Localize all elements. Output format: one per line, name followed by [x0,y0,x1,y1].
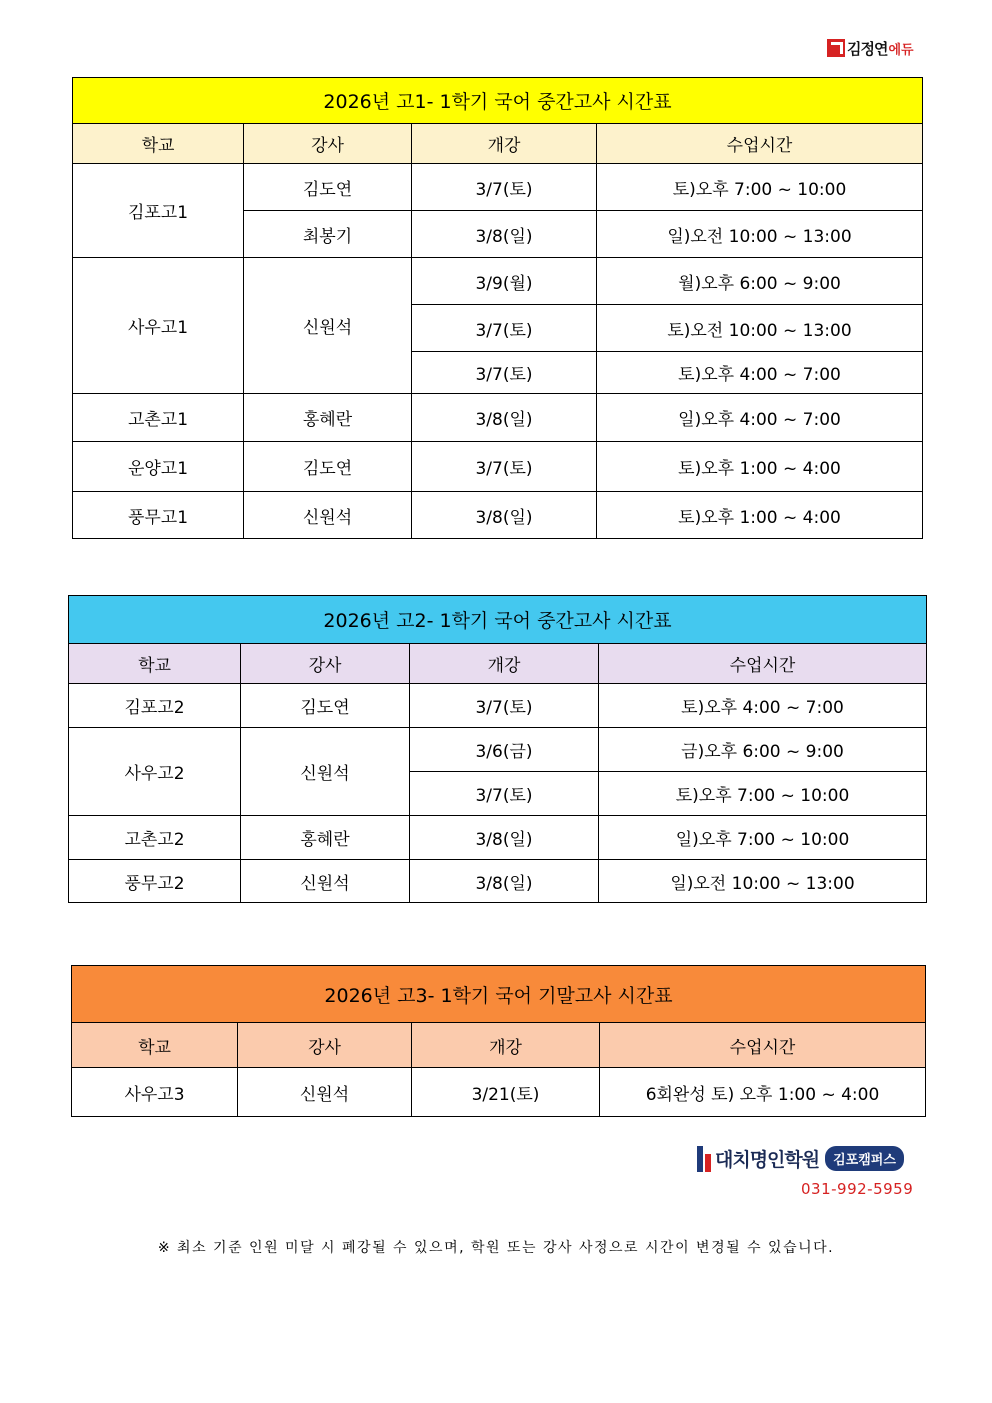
school-cell: 풍무고2 [69,860,241,903]
teacher-cell: 김도연 [244,164,412,211]
table-row [73,492,923,539]
start-date-cell: 3/8(일) [412,211,597,258]
grade2-midterm-schedule-table [68,595,927,903]
table-row [69,816,927,860]
notice-text: ※ 최소 기준 인원 미달 시 폐강될 수 있으며, 학원 또는 강사 사정으로 시간이 변경될 수 있습니다. [157,1240,835,1256]
start-date-cell: 3/8(일) [412,492,597,539]
table-title: 2026년 고3- 1학기 국어 기말고사 시간표 [72,966,926,1023]
teacher-cell: 홍혜란 [244,394,412,442]
table-row [73,258,923,305]
table-row [73,442,923,492]
table-row [69,684,927,728]
table-row [73,394,923,442]
teacher-cell: 신원석 [238,1068,412,1117]
table-title: 2026년 고2- 1학기 국어 중간고사 시간표 [69,596,927,644]
class-time-cell: 토)오후 4:00 ~ 7:00 [599,684,927,728]
start-date-cell: 3/7(토) [412,352,597,394]
class-time-cell: 일)오후 4:00 ~ 7:00 [597,394,923,442]
class-time-cell: 토)오후 1:00 ~ 4:00 [597,492,923,539]
header-start-date: 개강 [412,124,597,164]
start-date-cell: 3/8(일) [410,816,599,860]
header-teacher: 강사 [244,124,412,164]
phone-number: 031-992-5959 [801,1180,914,1198]
start-date-cell: 3/9(월) [412,258,597,305]
start-date-cell: 3/7(토) [412,305,597,352]
class-time-cell: 토)오후 4:00 ~ 7:00 [597,352,923,394]
school-cell: 풍무고1 [73,492,244,539]
header-teacher: 강사 [238,1023,412,1068]
start-date-cell: 3/8(일) [412,394,597,442]
header-teacher: 강사 [241,644,410,684]
header-class-time: 수업시간 [599,644,927,684]
teacher-cell: 신원석 [244,492,412,539]
teacher-cell: 신원석 [241,860,410,903]
start-date-cell: 3/7(토) [412,442,597,492]
school-cell: 운양고1 [73,442,244,492]
academy-logo [697,1145,904,1172]
grade1-midterm-schedule-table [72,77,923,539]
header-class-time: 수업시간 [597,124,923,164]
logo-name: 김정연 [847,39,888,58]
school-cell: 고촌고1 [73,394,244,442]
class-time-cell: 토)오후 7:00 ~ 10:00 [599,772,927,816]
teacher-cell: 최봉기 [244,211,412,258]
kimjungyeon-edu-logo [827,36,914,60]
school-cell: 고촌고2 [69,816,241,860]
header-start-date: 개강 [410,644,599,684]
school-cell: 김포고1 [73,164,244,258]
header-class-time: 수업시간 [600,1023,926,1068]
academy-logo-icon [697,1146,711,1172]
teacher-cell: 홍혜란 [241,816,410,860]
start-date-cell: 3/8(일) [410,860,599,903]
table-row [73,164,923,211]
school-cell: 김포고2 [69,684,241,728]
class-time-cell: 일)오후 7:00 ~ 10:00 [599,816,927,860]
header-school: 학교 [69,644,241,684]
school-cell: 사우고1 [73,258,244,394]
header-school: 학교 [73,124,244,164]
table-row [69,728,927,772]
school-cell: 사우고3 [72,1068,238,1117]
logo-sub: 에듀 [888,42,914,58]
start-date-cell: 3/6(금) [410,728,599,772]
class-time-cell: 토)오전 10:00 ~ 13:00 [597,305,923,352]
class-time-cell: 일)오전 10:00 ~ 13:00 [599,860,927,903]
table-row [72,1068,926,1117]
class-time-cell: 일)오전 10:00 ~ 13:00 [597,211,923,258]
teacher-cell: 김도연 [244,442,412,492]
teacher-cell: 신원석 [244,258,412,394]
class-time-cell: 토)오후 1:00 ~ 4:00 [597,442,923,492]
header-start-date: 개강 [412,1023,600,1068]
grade3-final-schedule-table [71,965,926,1117]
campus-badge: 김포캠퍼스 [825,1146,904,1171]
class-time-cell: 토)오후 7:00 ~ 10:00 [597,164,923,211]
start-date-cell: 3/7(토) [410,684,599,728]
academy-name: 대치명인학원 [715,1149,820,1171]
teacher-cell: 김도연 [241,684,410,728]
table-row [69,860,927,903]
header-school: 학교 [72,1023,238,1068]
class-time-cell: 월)오후 6:00 ~ 9:00 [597,258,923,305]
logo-mark-icon [827,39,845,57]
start-date-cell: 3/7(토) [410,772,599,816]
start-date-cell: 3/7(토) [412,164,597,211]
teacher-cell: 신원석 [241,728,410,816]
class-time-cell: 6회완성 토) 오후 1:00 ~ 4:00 [600,1068,926,1117]
start-date-cell: 3/21(토) [412,1068,600,1117]
table-title: 2026년 고1- 1학기 국어 중간고사 시간표 [73,78,923,124]
school-cell: 사우고2 [69,728,241,816]
class-time-cell: 금)오후 6:00 ~ 9:00 [599,728,927,772]
